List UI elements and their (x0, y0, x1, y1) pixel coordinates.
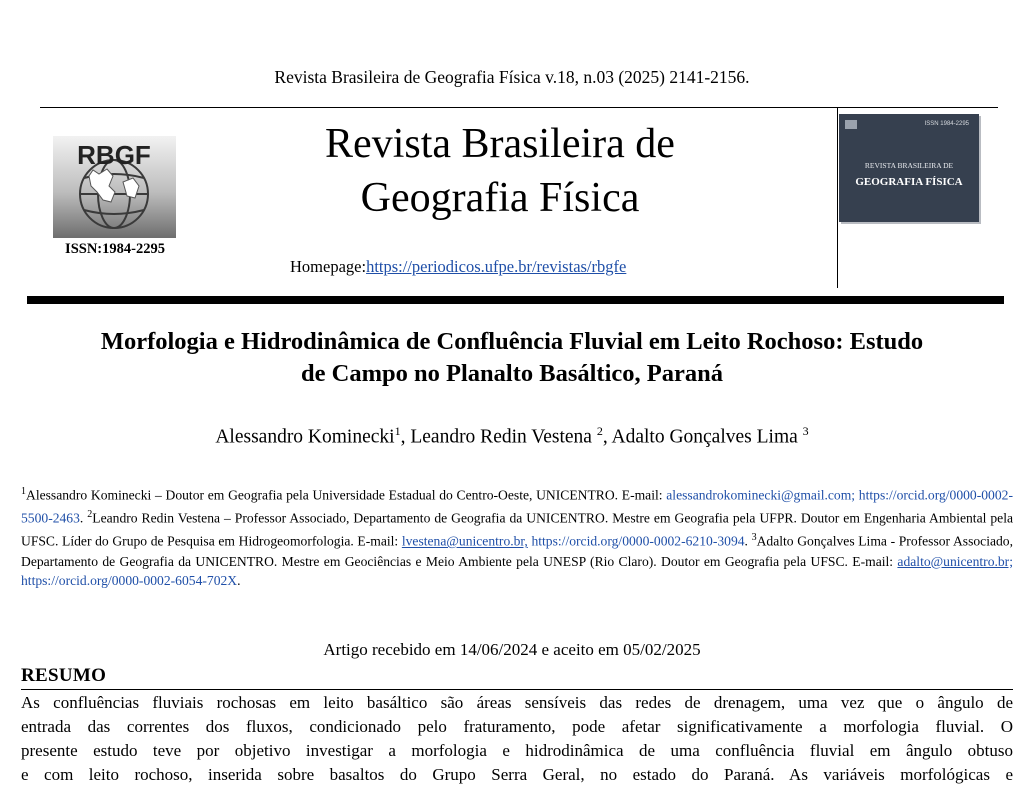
abstract-line: presente estudo teve por objetivo investigar a morfologia e hidrodinâmica de uma confluência fluvial em ângulo obtuso (21, 741, 1013, 760)
affiliations: $^1$Alessandro Kominecki – Doutor em Geografia pela Universidade Estadual do Centro-Oeste, UNICENTRO. E-mail: alessandrokominecki@gmail.com; https://orcid.org/0000-0002-5500-2463. $^2$Leandro Redin Vestena – Professor Associado, Departamento de Geografia da UNICENTRO. Mestre em Geografia pela UFPR. Doutor em Engenharia Ambiental pela UFSC. Líder do Grupo de Pesquisa em Hidrogeomorfologia. E-mail: lvestena@unicentro.br, https://orcid.org/0000-0002-6210-3094. $^3$Adalto Gonçalves Lima - Professor Associado, Departamento de Geografia da UNICENTRO. Mestre em Geociências e Meio Ambiente pela UNESP (Rio Claro). Doutor em Geografia pela UFSC. E-mail: adalto@unicentro.br; https://orcid.org/0000-0002-6054-702X. (21, 486, 1014, 589)
cover-issn: ISSN 1984-2295 (924, 121, 969, 127)
header-rule (40, 107, 998, 108)
email-link[interactable]: adalto@unicentro.br; (897, 553, 1013, 569)
author-name: Alessandro Kominecki (215, 426, 395, 448)
homepage-label: Homepage: (290, 257, 367, 276)
abstract-line: e com leito rochoso, inserida sobre basaltos do Grupo Serra Geral, no estado do Paraná. As variáveis morfológicas e (21, 765, 1013, 784)
affiliation-text: Alessandro Kominecki – Doutor em Geografia pela Universidade Estadual do Centro-Oeste, UNICENTRO. E-mail: (26, 487, 663, 503)
orcid-link[interactable]: https://orcid.org/0000-0002-6210-3094 (531, 534, 745, 549)
logo-text: RBGF (77, 140, 151, 170)
authors: Alessandro Kominecki$^1$, Leandro Redin Vestena $^2$, Adalto Gonçalves Lima $^3$ (215, 424, 809, 448)
homepage-link[interactable]: https://periodicos.ufpe.br/revistas/rbgfe (366, 257, 627, 276)
email-link[interactable]: lvestena@unicentro.br, (401, 534, 528, 549)
orcid-link[interactable]: https://orcid.org/0000-0002-5500-2463 (21, 487, 1013, 526)
affiliation-sup: 3 (751, 532, 757, 544)
journal-title-line1: Revista Brasileira de (325, 121, 675, 167)
issn: ISSN:1984-2295 (65, 241, 165, 257)
affiliation-text: Adalto Gonçalves Lima - Professor Associado, Departamento de Geografia da UNICENTRO. Mestre em Geociências e Meio Ambiente pela UNESP (Rio Claro). Doutor em Geografia pela UFSC. E-mail: (21, 534, 1013, 569)
article-title (20, 326, 1004, 390)
author-sup: 3 (802, 424, 809, 438)
abstract-line: entrada das correntes dos fluxos, condicionado pelo fraturamento, pode afetar significativamente a morfologia fluvial. O (21, 717, 1013, 736)
rbgf-logo (53, 136, 176, 238)
resumo-heading: RESUMO (21, 665, 107, 686)
orcid-link[interactable]: https://orcid.org/0000-0002-6054-702X (21, 573, 238, 589)
affiliation-text: Leandro Redin Vestena – Professor Associado, Departamento de Geografia da UNICENTRO. Mestre em Geografia pela UFPR. Doutor em Engenharia Ambiental pela UFSC. Líder do Grupo de Pesquisa em Hidrogeomorfologia. E-mail: (21, 510, 1014, 549)
journal-title-line2: Geografia Física (360, 175, 640, 221)
running-header: Revista Brasileira de Geografia Física v.18, n.03 (2025) 2141-2156. (274, 67, 750, 87)
homepage (290, 257, 626, 277)
header-thick-rule (27, 296, 1004, 304)
author-sup: 1 (394, 424, 401, 438)
author-sup: 2 (596, 424, 603, 438)
author-name: Adalto Gonçalves Lima (611, 426, 798, 448)
abstract (21, 691, 1013, 787)
article-title-line2: de Campo no Planalto Basáltico, Paraná (301, 360, 723, 387)
journal-title (220, 117, 780, 225)
abstract-line: As confluências fluviais rochosas em leito basáltico são áreas sensíveis das redes de drenagem, uma vez que o ângulo de (21, 693, 1013, 712)
resumo-rule (21, 689, 1013, 690)
affiliation-sup: 1 (21, 486, 26, 497)
header-divider (837, 108, 838, 288)
affiliation-sup: 2 (87, 509, 93, 521)
cover-line2: GEOGRAFIA FÍSICA (855, 176, 963, 188)
cover-thumbnail (845, 120, 857, 129)
email-link[interactable]: alessandrokominecki@gmail.com; (666, 487, 856, 503)
received-date: Artigo recebido em 14/06/2024 e aceito em 05/02/2025 (323, 640, 701, 659)
author-name: Leandro Redin Vestena (410, 426, 592, 448)
journal-cover (839, 114, 979, 222)
cover-line1: REVISTA BRASILEIRA DE (864, 161, 954, 170)
article-title-line1: Morfologia e Hidrodinâmica de Confluência Fluvial em Leito Rochoso: Estudo (100, 328, 924, 355)
